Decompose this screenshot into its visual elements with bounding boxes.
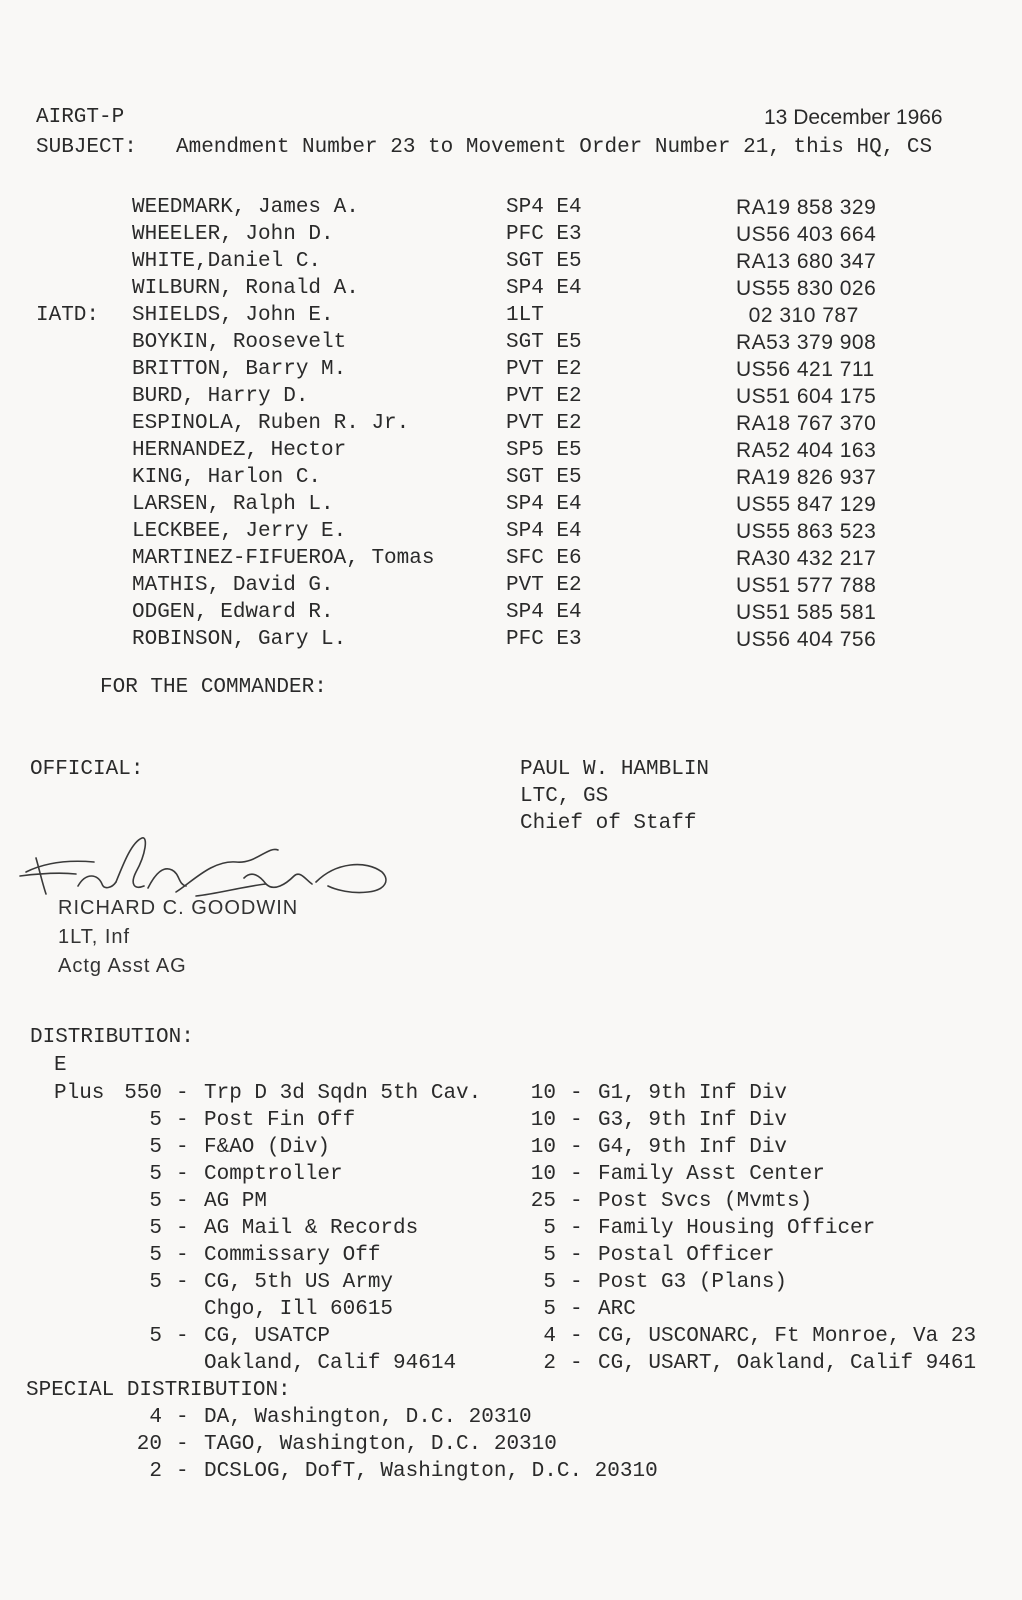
office-symbol: AIRGT-P <box>36 106 125 129</box>
distribution-dash: - <box>570 1217 583 1240</box>
distribution-qty: 550 <box>124 1082 162 1105</box>
roster-rank: SP4 E4 <box>506 520 582 543</box>
distribution-destination: CG, 5th US Army <box>204 1271 394 1294</box>
distribution-dash: - <box>176 1082 189 1105</box>
roster-name: BOYKIN, Roosevelt <box>132 331 347 354</box>
distribution-row <box>0 1431 1022 1458</box>
roster-name: KING, Harlon C. <box>132 466 322 489</box>
distribution-row <box>0 1242 1022 1269</box>
distribution-destination: Commissary Off <box>204 1244 381 1267</box>
roster-name: SHIELDS, John E. <box>132 304 334 327</box>
distribution-destination: CG, USATCP <box>204 1325 331 1348</box>
distribution-dash: - <box>176 1109 189 1132</box>
roster-row <box>0 194 1022 221</box>
roster-name: WHITE,Daniel C. <box>132 250 322 273</box>
subject-text: Amendment Number 23 to Movement Order Number 21, this HQ, CS <box>176 136 933 159</box>
distribution-qty: 10 <box>530 1163 556 1186</box>
distribution-dash: - <box>176 1406 189 1429</box>
roster-row <box>0 464 1022 491</box>
distribution-destination: Chgo, Ill 60615 <box>204 1298 394 1321</box>
roster-row <box>0 518 1022 545</box>
roster-name: WHEELER, John D. <box>132 223 334 246</box>
distribution-row <box>0 1215 1022 1242</box>
roster-serial: RA19 826 937 <box>736 466 877 489</box>
roster-serial: RA13 680 347 <box>736 250 877 273</box>
distribution-destination: DA, Washington, D.C. 20310 <box>204 1406 532 1429</box>
distribution-dash: - <box>176 1433 189 1456</box>
roster-row <box>0 545 1022 572</box>
distribution-destination: Post Svcs (Mvmts) <box>598 1190 813 1213</box>
roster-row <box>0 410 1022 437</box>
distribution-dash: - <box>570 1109 583 1132</box>
distribution-qty: 5 <box>149 1163 162 1186</box>
roster-rank: PFC E3 <box>506 628 582 651</box>
roster-rank: PVT E2 <box>506 385 582 408</box>
distribution-qty: 25 <box>530 1190 556 1213</box>
distribution-dash: - <box>176 1190 189 1213</box>
roster-rank: PVT E2 <box>506 358 582 381</box>
distribution-qty: 5 <box>149 1271 162 1294</box>
roster-serial: RA19 858 329 <box>736 196 877 219</box>
distribution-destination: G3, 9th Inf Div <box>598 1109 788 1132</box>
distribution-dash: - <box>570 1136 583 1159</box>
distribution-qty: 5 <box>149 1109 162 1132</box>
distribution-row <box>0 1296 1022 1323</box>
signer-title: Chief of Staff <box>520 812 697 835</box>
authenticator-title: Actg Asst AG <box>58 955 187 977</box>
authenticator-name: RICHARD C. GOODWIN <box>58 897 299 919</box>
roster-name: ESPINOLA, Ruben R. Jr. <box>132 412 410 435</box>
signer-name: PAUL W. HAMBLIN <box>520 758 710 781</box>
distribution-qty: 5 <box>149 1244 162 1267</box>
distribution-row <box>0 1161 1022 1188</box>
roster-name: LARSEN, Ralph L. <box>132 493 334 516</box>
roster-rank: SP5 E5 <box>506 439 582 462</box>
roster-row <box>0 248 1022 275</box>
distribution-destination: CG, USCONARC, Ft Monroe, Va 23 <box>598 1325 977 1348</box>
distribution-destination: CG, USART, Oakland, Calif 9461 <box>598 1352 977 1375</box>
distribution-qty: 5 <box>149 1325 162 1348</box>
distribution-destination: Oakland, Calif 94614 <box>204 1352 457 1375</box>
roster-rank: SP4 E4 <box>506 601 582 624</box>
subject-label: SUBJECT: <box>36 136 137 159</box>
roster-serial: US51 577 788 <box>736 574 877 597</box>
roster-rank: 1LT <box>506 304 544 327</box>
roster-row <box>0 383 1022 410</box>
distribution-qty: 20 <box>136 1433 162 1456</box>
roster-prefix: IATD: <box>36 304 100 327</box>
authenticator-rank: 1LT, Inf <box>58 926 131 948</box>
roster-name: WEEDMARK, James A. <box>132 196 359 219</box>
distribution-destination: AG PM <box>204 1190 268 1213</box>
distribution-qty: 5 <box>543 1271 556 1294</box>
distribution-dash: - <box>570 1082 583 1105</box>
roster-row <box>0 437 1022 464</box>
roster-rank: SP4 E4 <box>506 277 582 300</box>
distribution-dash: - <box>176 1325 189 1348</box>
distribution-row <box>0 1323 1022 1350</box>
distribution-row <box>0 1080 1022 1107</box>
distribution-dash: - <box>176 1217 189 1240</box>
special-distribution-list <box>0 1404 1022 1485</box>
roster-serial: RA18 767 370 <box>736 412 877 435</box>
roster-serial: 02 310 787 <box>736 304 859 327</box>
distribution-qty: 10 <box>530 1136 556 1159</box>
distribution-destination: G1, 9th Inf Div <box>598 1082 788 1105</box>
distribution-label: DISTRIBUTION: <box>30 1026 194 1049</box>
distribution-row <box>0 1188 1022 1215</box>
distribution-dash: - <box>570 1352 583 1375</box>
distribution-dash: - <box>570 1271 583 1294</box>
document-date: 13 December 1966 <box>764 106 943 129</box>
official-label: OFFICIAL: <box>30 758 144 781</box>
roster-row <box>0 491 1022 518</box>
roster-rank: PFC E3 <box>506 223 582 246</box>
roster-row <box>0 302 1022 329</box>
roster-rank: PVT E2 <box>506 412 582 435</box>
roster-serial: RA30 432 217 <box>736 547 877 570</box>
distribution-qty: 4 <box>543 1325 556 1348</box>
roster-row <box>0 626 1022 653</box>
roster-rank: PVT E2 <box>506 574 582 597</box>
distribution-dash: - <box>176 1271 189 1294</box>
distribution-destination: Family Asst Center <box>598 1163 825 1186</box>
distribution-qty: 5 <box>543 1244 556 1267</box>
roster-name: MARTINEZ-FIFUEROA, Tomas <box>132 547 435 570</box>
personnel-roster <box>0 194 1022 653</box>
distribution-dash: - <box>176 1163 189 1186</box>
roster-row <box>0 599 1022 626</box>
roster-row <box>0 221 1022 248</box>
distribution-qty: 2 <box>543 1352 556 1375</box>
signer-rank: LTC, GS <box>520 785 609 808</box>
distribution-qty: 10 <box>530 1082 556 1105</box>
distribution-qty: 5 <box>543 1298 556 1321</box>
distribution-dash: - <box>176 1460 189 1483</box>
distribution-qty: 5 <box>543 1217 556 1240</box>
roster-name: ROBINSON, Gary L. <box>132 628 347 651</box>
distribution-destination: Post G3 (Plans) <box>598 1271 788 1294</box>
roster-serial: US55 847 129 <box>736 493 877 516</box>
distribution-destination: Post Fin Off <box>204 1109 356 1132</box>
distribution-dash: - <box>176 1244 189 1267</box>
distribution-plus: Plus <box>54 1082 105 1105</box>
distribution-row <box>0 1404 1022 1431</box>
roster-row <box>0 356 1022 383</box>
distribution-destination: Trp D 3d Sqdn 5th Cav. <box>204 1082 482 1105</box>
roster-name: HERNANDEZ, Hector <box>132 439 347 462</box>
distribution-destination: F&AO (Div) <box>204 1136 331 1159</box>
roster-rank: SGT E5 <box>506 466 582 489</box>
distribution-qty: 2 <box>149 1460 162 1483</box>
distribution-row <box>0 1107 1022 1134</box>
special-distribution-label: SPECIAL DISTRIBUTION: <box>26 1379 291 1402</box>
roster-rank: SP4 E4 <box>506 493 582 516</box>
distribution-destination: Postal Officer <box>598 1244 775 1267</box>
roster-serial: US56 421 711 <box>736 358 875 381</box>
distribution-destination: ARC <box>598 1298 636 1321</box>
roster-serial: US56 403 664 <box>736 223 877 246</box>
roster-serial: US51 585 581 <box>736 601 877 624</box>
distribution-qty: 4 <box>149 1406 162 1429</box>
roster-name: BURD, Harry D. <box>132 385 309 408</box>
distribution-destination: Comptroller <box>204 1163 343 1186</box>
roster-rank: SGT E5 <box>506 331 582 354</box>
distribution-qty: 5 <box>149 1190 162 1213</box>
roster-serial: US56 404 756 <box>736 628 877 651</box>
roster-name: LECKBEE, Jerry E. <box>132 520 347 543</box>
roster-serial: RA52 404 163 <box>736 439 877 462</box>
distribution-dash: - <box>570 1163 583 1186</box>
distribution-qty: 10 <box>530 1109 556 1132</box>
roster-serial: RA53 379 908 <box>736 331 877 354</box>
distribution-destination: Family Housing Officer <box>598 1217 876 1240</box>
distribution-row <box>0 1458 1022 1485</box>
roster-serial: US55 863 523 <box>736 520 877 543</box>
roster-name: BRITTON, Barry M. <box>132 358 347 381</box>
roster-name: WILBURN, Ronald A. <box>132 277 359 300</box>
roster-rank: SP4 E4 <box>506 196 582 219</box>
distribution-dash: - <box>176 1136 189 1159</box>
distribution-dash: - <box>570 1244 583 1267</box>
roster-rank: SFC E6 <box>506 547 582 570</box>
distribution-dash: - <box>570 1298 583 1321</box>
distribution-destination: AG Mail & Records <box>204 1217 419 1240</box>
for-the-commander: FOR THE COMMANDER: <box>100 676 327 699</box>
distribution-row <box>0 1269 1022 1296</box>
distribution-right-column <box>0 1080 1022 1377</box>
roster-name: ODGEN, Edward R. <box>132 601 334 624</box>
distribution-code: E <box>54 1054 67 1077</box>
distribution-destination: DCSLOG, DofT, Washington, D.C. 20310 <box>204 1460 658 1483</box>
distribution-row <box>0 1134 1022 1161</box>
distribution-row <box>0 1350 1022 1377</box>
roster-row <box>0 572 1022 599</box>
roster-rank: SGT E5 <box>506 250 582 273</box>
distribution-qty: 5 <box>149 1217 162 1240</box>
distribution-destination: G4, 9th Inf Div <box>598 1136 788 1159</box>
roster-row <box>0 275 1022 302</box>
roster-serial: US55 830 026 <box>736 277 877 300</box>
roster-name: MATHIS, David G. <box>132 574 334 597</box>
distribution-dash: - <box>570 1190 583 1213</box>
distribution-qty: 5 <box>149 1136 162 1159</box>
roster-serial: US51 604 175 <box>736 385 877 408</box>
distribution-destination: TAGO, Washington, D.C. 20310 <box>204 1433 557 1456</box>
roster-row <box>0 329 1022 356</box>
distribution-dash: - <box>570 1325 583 1348</box>
